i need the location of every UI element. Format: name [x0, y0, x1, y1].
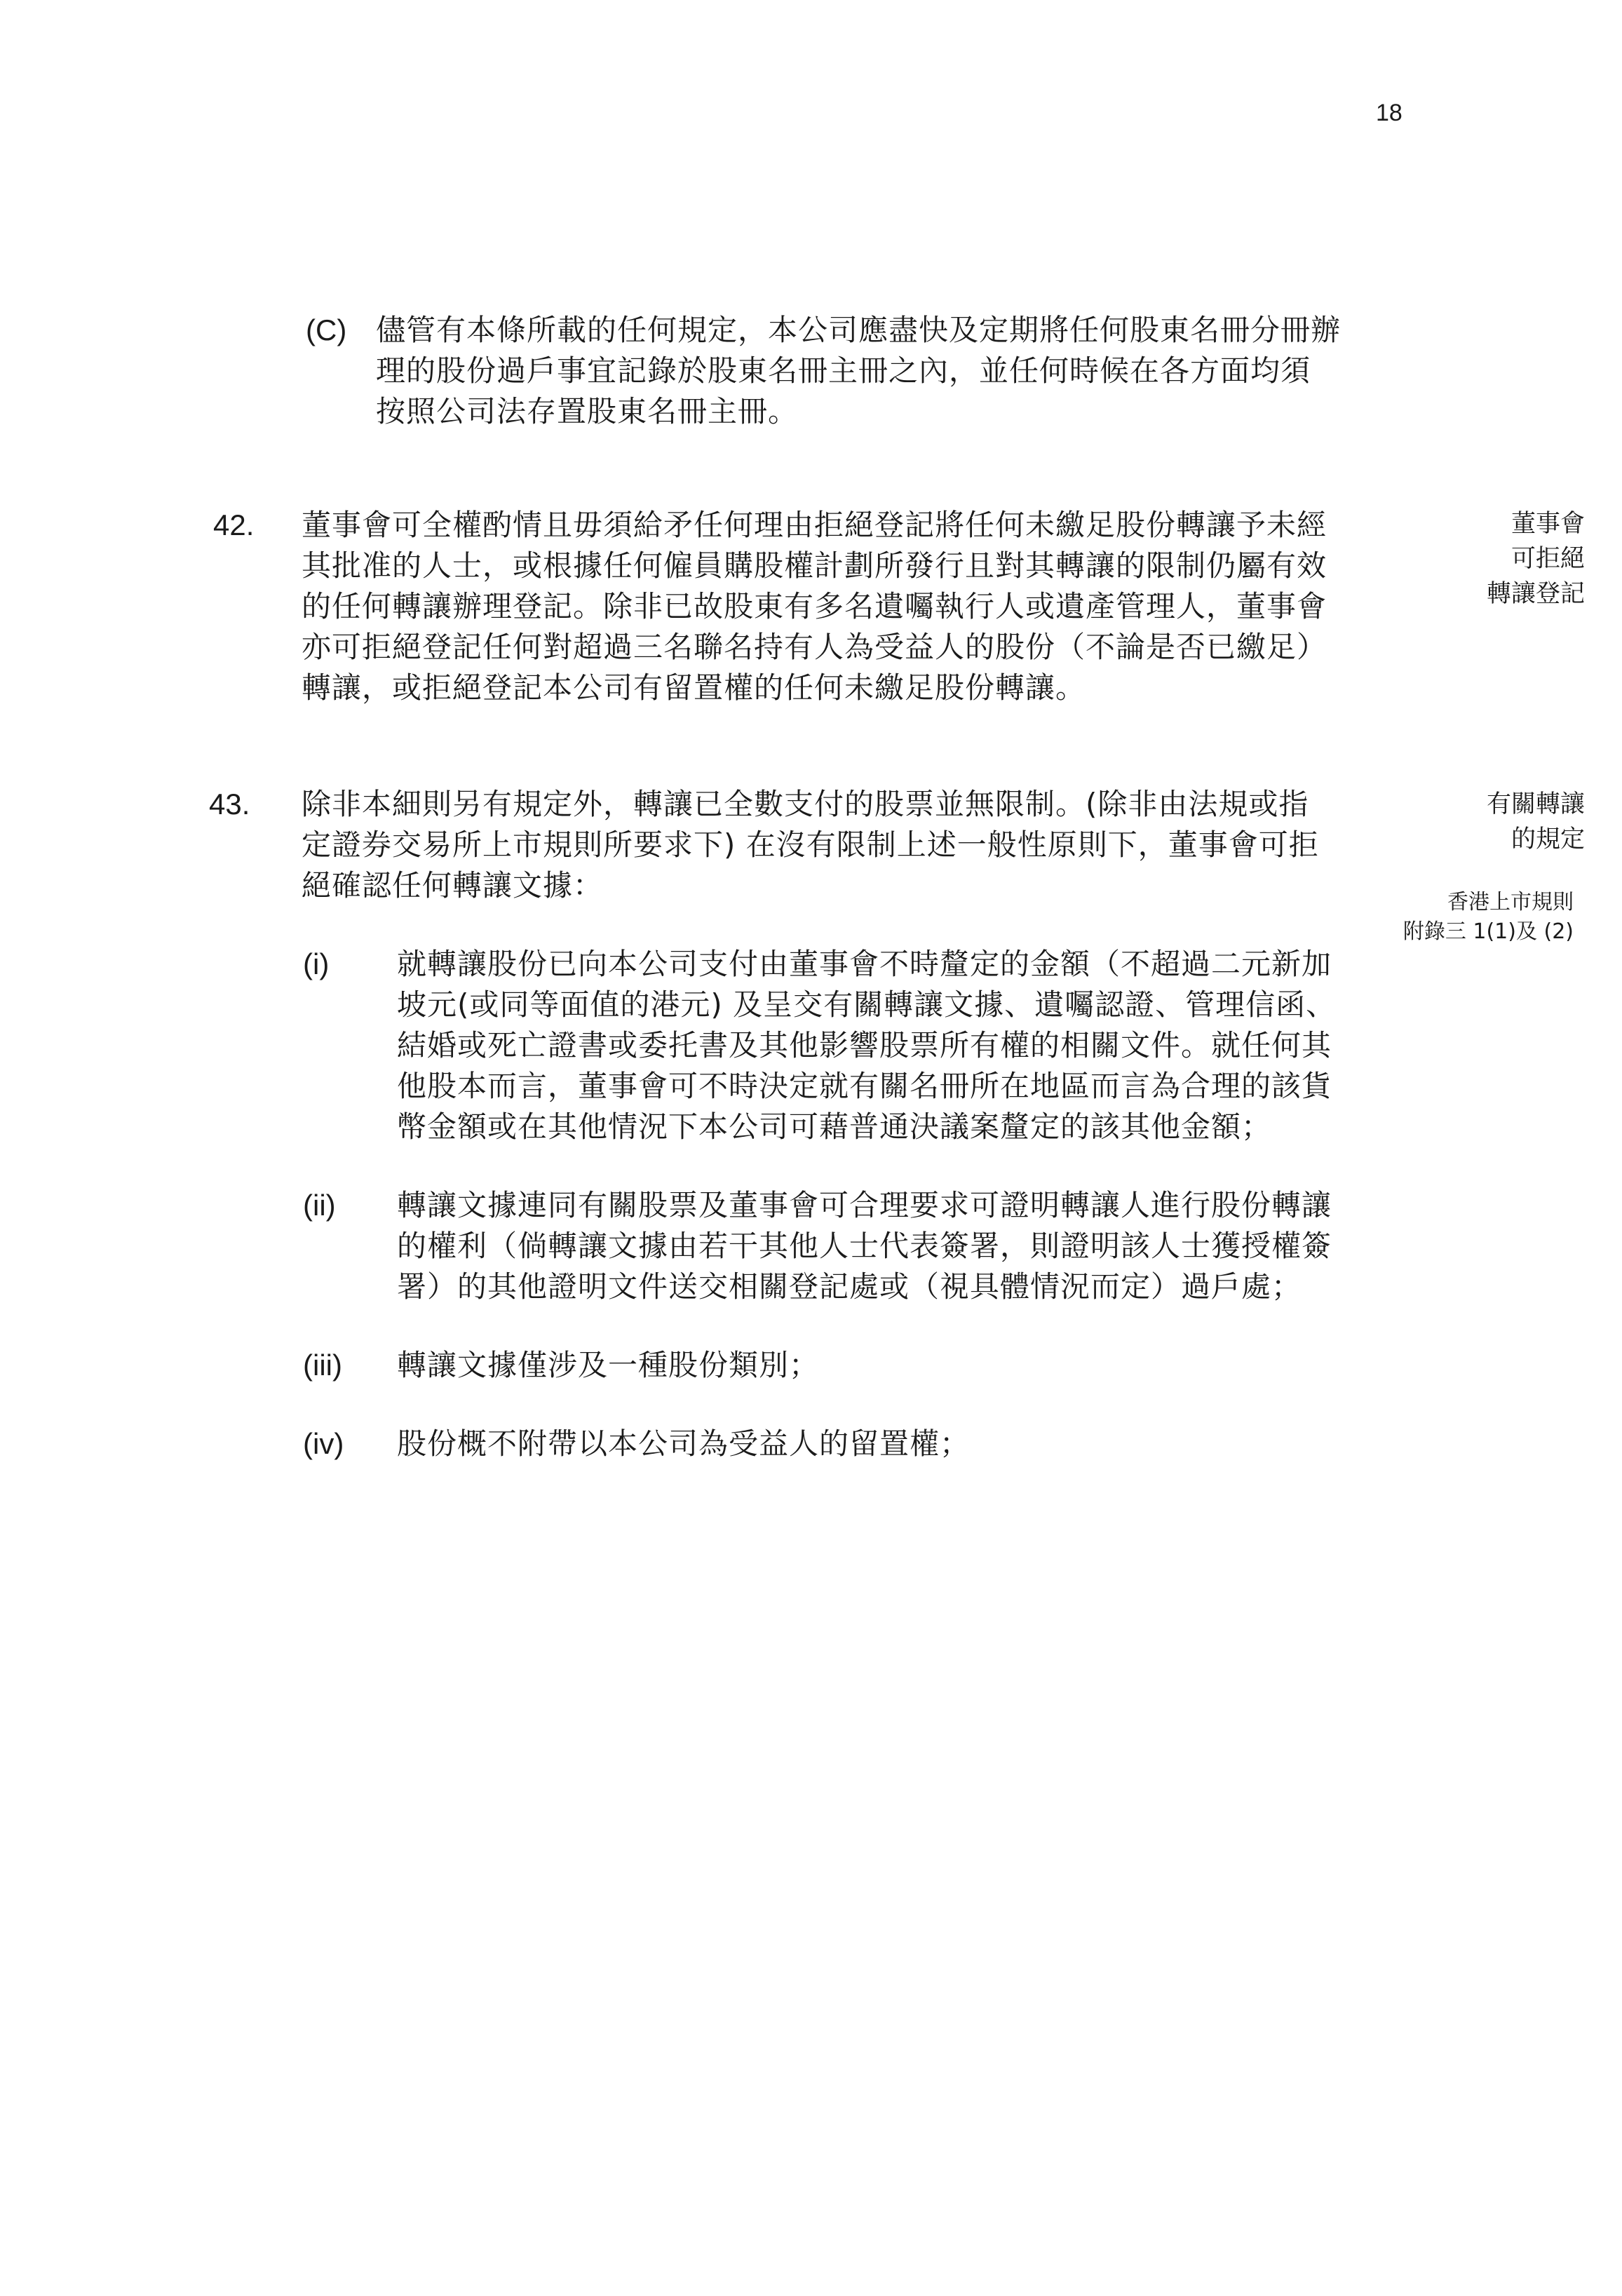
article-43-line: 除非本細則另有規定外，轉讓已全數支付的股票並無限制。(除非由法規或指 — [302, 787, 1309, 821]
clause-c-line: 儘管有本條所載的任何規定，本公司應盡快及定期將任何股東名冊分冊辦 — [376, 313, 1341, 347]
item-line: 股份概不附帶以本公司為受益人的留置權； — [397, 1426, 971, 1461]
item-line: 他股本而言，董事會可不時決定就有關名冊所在地區而言為合理的該貨 — [397, 1069, 1332, 1103]
article-43-line: 定證券交易所上市規則所要求下) 在沒有限制上述一般性原則下，董事會可拒 — [302, 828, 1319, 862]
clause-c-line: 按照公司法存置股東名冊主冊。 — [376, 394, 799, 428]
item-line: 坡元(或同等面值的港元) 及呈交有關轉讓文據、遺囑認證、管理信函、 — [397, 987, 1337, 1022]
item-iii-label: (iii) — [303, 1349, 342, 1382]
clause-c-label: (C) — [306, 313, 347, 346]
margin-note-line: 可拒絕 — [1511, 545, 1585, 573]
article-43-text — [302, 784, 1319, 906]
article-42-line: 的任何轉讓辦理登記。除非已故股東有多名遺囑執行人或遺產管理人，董事會 — [302, 589, 1327, 623]
item-i-text — [397, 944, 1336, 1147]
item-line: 幣金額或在其他情況下本公司可藉普通決議案釐定的該其他金額； — [397, 1109, 1272, 1144]
article-42-margin-note — [1374, 506, 1585, 612]
article-42-line: 轉讓，或拒絕登記本公司有留置權的任何未繳足股份轉讓。 — [302, 670, 1086, 705]
item-line: 轉讓文據連同有關股票及董事會可合理要求可證明轉讓人進行股份轉讓 — [397, 1188, 1332, 1222]
listing-rule-line: 香港上市規則 — [1447, 890, 1574, 914]
item-line: 署）的其他證明文件送交相關登記處或（視具體情況而定）過戶處； — [397, 1269, 1302, 1304]
margin-note-line: 轉讓登記 — [1486, 580, 1585, 608]
margin-note-line: 有關轉讓 — [1486, 790, 1585, 818]
article-42-number: 42. — [213, 508, 255, 541]
item-iv-label: (iv) — [303, 1427, 344, 1460]
item-iii-text — [397, 1345, 819, 1386]
item-line: 的權利（倘轉讓文據由若干其他人士代表簽署，則證明該人士獲授權簽 — [397, 1229, 1332, 1263]
article-43-margin-note — [1374, 787, 1585, 857]
item-line: 就轉讓股份已向本公司支付由董事會不時釐定的金額（不超過二元新加 — [397, 947, 1332, 981]
page-number: 18 — [1376, 100, 1403, 126]
article-43-line: 絕確認任何轉讓文據： — [302, 868, 604, 903]
item-line: 結婚或死亡證書或委托書及其他影響股票所有權的相關文件。就任何其 — [397, 1028, 1332, 1062]
article-43-number: 43. — [209, 788, 250, 821]
margin-note-line: 的規定 — [1511, 825, 1585, 853]
article-42-line: 其批准的人士，或根據任何僱員購股權計劃所發行且對其轉讓的限制仍屬有效 — [302, 548, 1327, 583]
article-43-listing-rule-ref — [1332, 888, 1574, 947]
article-42-text — [302, 505, 1327, 708]
margin-note-line: 董事會 — [1511, 510, 1585, 538]
clause-c-text — [376, 310, 1341, 432]
item-line: 轉讓文據僅涉及一種股份類別； — [397, 1348, 820, 1382]
clause-c-line: 理的股份過戶事宜記錄於股東名冊主冊之內，並任何時候在各方面均須 — [376, 353, 1311, 388]
listing-rule-line: 附錄三 1(1)及 (2) — [1403, 919, 1574, 944]
item-ii-text — [397, 1185, 1332, 1307]
item-ii-label: (ii) — [303, 1189, 336, 1222]
article-42-line: 亦可拒絕登記任何對超過三名聯名持有人為受益人的股份（不論是否已繳足） — [302, 630, 1327, 664]
item-i-label: (i) — [303, 947, 330, 980]
item-iv-text — [397, 1424, 970, 1464]
article-42-line: 董事會可全權酌情且毋須給矛任何理由拒絕登記將任何未繳足股份轉讓予未經 — [302, 508, 1327, 542]
